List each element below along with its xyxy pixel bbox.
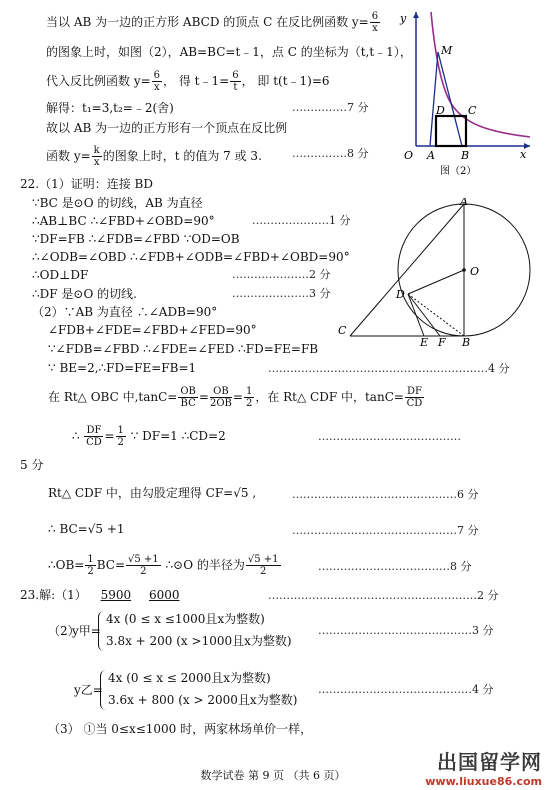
- line-text: BC=: [96, 558, 126, 572]
- numerator: 1: [117, 425, 124, 436]
- label-b: B: [461, 149, 470, 162]
- watermark-url: www.liuxue86.com: [425, 775, 542, 788]
- label-c: C: [338, 324, 347, 337]
- segment-de: [408, 294, 424, 336]
- text-line: ∴OD⊥DF: [32, 268, 89, 282]
- text-line: [48, 552, 282, 578]
- y-jia-label: y甲=: [72, 624, 101, 638]
- text-line: ∵DF=FB ∴∠FDB=∠FBD ∵OD=OB: [32, 232, 240, 246]
- line-text: ∵ DF=1 ∴CD=2: [130, 429, 226, 443]
- line-text: 函数 y=: [46, 149, 91, 163]
- numerator: √5 +1: [247, 554, 279, 565]
- fraction: [370, 11, 380, 34]
- numerator: 6: [232, 70, 239, 81]
- y-axis-arrow: [413, 12, 419, 18]
- text-line: ∴ $\frac{DF}{CD}$ = $\frac{1}{2}$ ∵ DF=1 ∴CD=2: [72, 425, 226, 448]
- label-a: A: [427, 149, 435, 162]
- denominator: x: [154, 82, 160, 93]
- denominator: 2: [87, 566, 94, 577]
- text-line: Rt△ CDF 中，由勾股定理得 CF=√5 ,: [48, 486, 257, 500]
- text-line: [46, 145, 262, 168]
- numerator: 1: [245, 386, 253, 397]
- line-text: 当以 AB 为一边的正方形 ABCD 的顶点 C 在反比例函数 y=: [46, 15, 369, 29]
- fraction: [152, 70, 162, 93]
- text-line: 故以 AB 为一边的正方形有一个顶点在反比例: [46, 121, 288, 135]
- center-dot: [462, 268, 466, 272]
- piecewise-row: 3.6x + 800 (x > 2000且x为整数): [108, 693, 298, 707]
- segment-do: [408, 270, 464, 294]
- numerator: 1: [87, 554, 94, 565]
- denominator: 2OB: [209, 398, 232, 409]
- text-line: 5 分: [20, 458, 44, 472]
- score-points: …………………………………………………2 分: [268, 589, 499, 602]
- text-line: ∴AB⊥BC ∴∠FBD+∠OBD=90°: [32, 214, 215, 228]
- line-text: 23.解:（1）: [20, 588, 87, 602]
- label-d: D: [436, 104, 445, 117]
- score-points: …………………………………: [318, 430, 461, 443]
- denominator: BC: [180, 398, 196, 409]
- score-points: ……………………………………3 分: [318, 624, 494, 637]
- text-line: [46, 70, 330, 93]
- line-text: ，在 Rt△ CDF 中，tanC=: [255, 390, 404, 404]
- fraction: [92, 145, 102, 168]
- score-points: …………………1 分: [252, 214, 351, 227]
- segment-df: [408, 294, 440, 336]
- fraction: [84, 425, 103, 448]
- label-f: F: [438, 336, 446, 346]
- segment-mb: [438, 52, 462, 146]
- function-graph-figure: [396, 6, 536, 178]
- denominator: 2: [140, 566, 147, 577]
- text-line: 的图象上时，如图（2），AB=BC=t﹣1，点 C 的坐标为（t,t﹣1），: [46, 45, 412, 59]
- answer-1: 5900: [100, 588, 132, 602]
- label-b: B: [462, 336, 471, 346]
- text-line: （2）: [48, 624, 80, 638]
- numerator: k: [93, 145, 100, 156]
- label-a: A: [460, 198, 468, 208]
- watermark-title: 出国留学网: [437, 750, 542, 774]
- circle-tangent-figure: [336, 198, 536, 346]
- fraction: [85, 554, 95, 577]
- page-footer: 数学试卷 第 9 页 （共 6 页）: [200, 769, 346, 782]
- label-o: O: [470, 265, 480, 278]
- text-line: 在 Rt△ OBC 中,tanC= $\frac{OB}{BC}$ = $\frac{OB}{2OB}$ = $\frac{1}{2}$ ，在 Rt△ CDF 中，tanC= $\frac{DF}{CD}$: [48, 386, 423, 409]
- label-m: M: [441, 44, 453, 57]
- numerator: DF: [406, 386, 422, 397]
- line-text: 代入反比例函数 y=: [46, 74, 151, 88]
- segment-ca: [350, 204, 464, 336]
- text-line: ∵ BE=2,∴FD=FE=FB=1: [48, 361, 197, 375]
- numerator: OB: [180, 386, 196, 397]
- score-points: …………………2 分: [232, 268, 331, 281]
- label-x: x: [520, 148, 527, 161]
- denominator: t: [233, 82, 238, 93]
- piecewise-row: 4x (0 ≤ x ≤1000且x为整数): [106, 612, 265, 626]
- question-23-heading: [20, 588, 180, 602]
- y-yi-label: y乙=: [74, 683, 103, 697]
- text-line: ∴∠ODB=∠OBD ∴∠FDB+∠ODB=∠FBD+∠OBD=90°: [32, 250, 350, 264]
- numerator: 6: [371, 11, 379, 22]
- numerator: 6: [153, 70, 161, 81]
- fraction: [116, 425, 126, 448]
- numerator: OB: [210, 386, 232, 398]
- text-line: [46, 11, 381, 34]
- text-line: ∴ BC=√5 +1: [48, 522, 125, 536]
- score-points: ………………………………………7 分: [292, 524, 479, 537]
- label-e: E: [420, 336, 429, 346]
- label-c: C: [468, 104, 477, 117]
- fraction: [210, 386, 232, 409]
- fraction: [126, 554, 161, 577]
- score-points: ……………………………………………………4 分: [268, 362, 510, 375]
- numerator: DF: [86, 425, 102, 436]
- line-text: ， 即 t(t﹣1)=6: [241, 74, 330, 88]
- question-22-heading: 22.（1）证明：连接 BD: [20, 177, 153, 191]
- hyperbola-curve: [431, 12, 530, 137]
- text-line: ∵∠FDB=∠FBD ∴∠FDE=∠FED ∴FD=FE=FB: [48, 342, 319, 356]
- line-text: ， 得 t﹣1=: [163, 74, 230, 88]
- line-text: 的图象上时，t 的值为 7 或 3.: [102, 149, 262, 163]
- denominator: 2: [117, 437, 124, 448]
- text-line: ∴DF 是⊙O 的切线.: [32, 287, 137, 301]
- denominator: x: [372, 23, 378, 34]
- fraction: [230, 70, 240, 93]
- line-text: ∴⊙O 的半径为: [165, 558, 245, 572]
- figure-caption: 图（2）: [440, 166, 477, 177]
- answer-2: 6000: [148, 588, 180, 602]
- fraction: [246, 554, 281, 577]
- denominator: x: [93, 157, 100, 168]
- fraction: [405, 386, 424, 409]
- line-text: ∴OB=: [48, 558, 85, 572]
- score-points: ……………………………………4 分: [318, 683, 494, 696]
- line-text: ∴: [72, 429, 80, 443]
- score-points: ……………7 分: [292, 101, 369, 114]
- numerator: √5 +1: [128, 554, 159, 565]
- text-line: 解得：t₁=3,t₂=﹣2(舍): [46, 101, 174, 115]
- piecewise-row: 3.8x + 200 (x >1000且x为整数): [106, 634, 292, 648]
- text-line: （2）∵AB 为直径 ∴∠ADB=90°: [32, 305, 218, 319]
- denominator: 2: [259, 566, 267, 577]
- watermark-logo: [425, 746, 542, 788]
- text-line: （3） ①当 0≤x≤1000 时，两家林场单价一样，: [48, 722, 313, 736]
- brace: [100, 670, 107, 710]
- denominator: CD: [406, 398, 423, 409]
- label-d: D: [396, 288, 405, 301]
- label-y: y: [400, 12, 407, 25]
- text-line: ∠FDB+∠FDE=∠FBD+∠FED=90°: [48, 323, 257, 337]
- fraction: [178, 386, 198, 409]
- denominator: 2: [245, 398, 253, 409]
- score-points: …………………3 分: [232, 287, 331, 300]
- denominator: CD: [86, 437, 102, 448]
- text-line: ∵BC 是⊙O 的切线，AB 为直径: [32, 196, 203, 210]
- score-points: ……………8 分: [292, 147, 369, 160]
- line-text: 在 Rt△ OBC 中,tanC=: [48, 390, 178, 404]
- label-o: O: [404, 149, 414, 162]
- brace: [98, 611, 105, 651]
- fraction: [244, 386, 254, 409]
- piecewise-row: 4x (0 ≤ x ≤ 2000且x为整数): [108, 671, 271, 685]
- score-points: ………………………………8 分: [318, 560, 472, 573]
- score-points: ………………………………………6 分: [292, 488, 479, 501]
